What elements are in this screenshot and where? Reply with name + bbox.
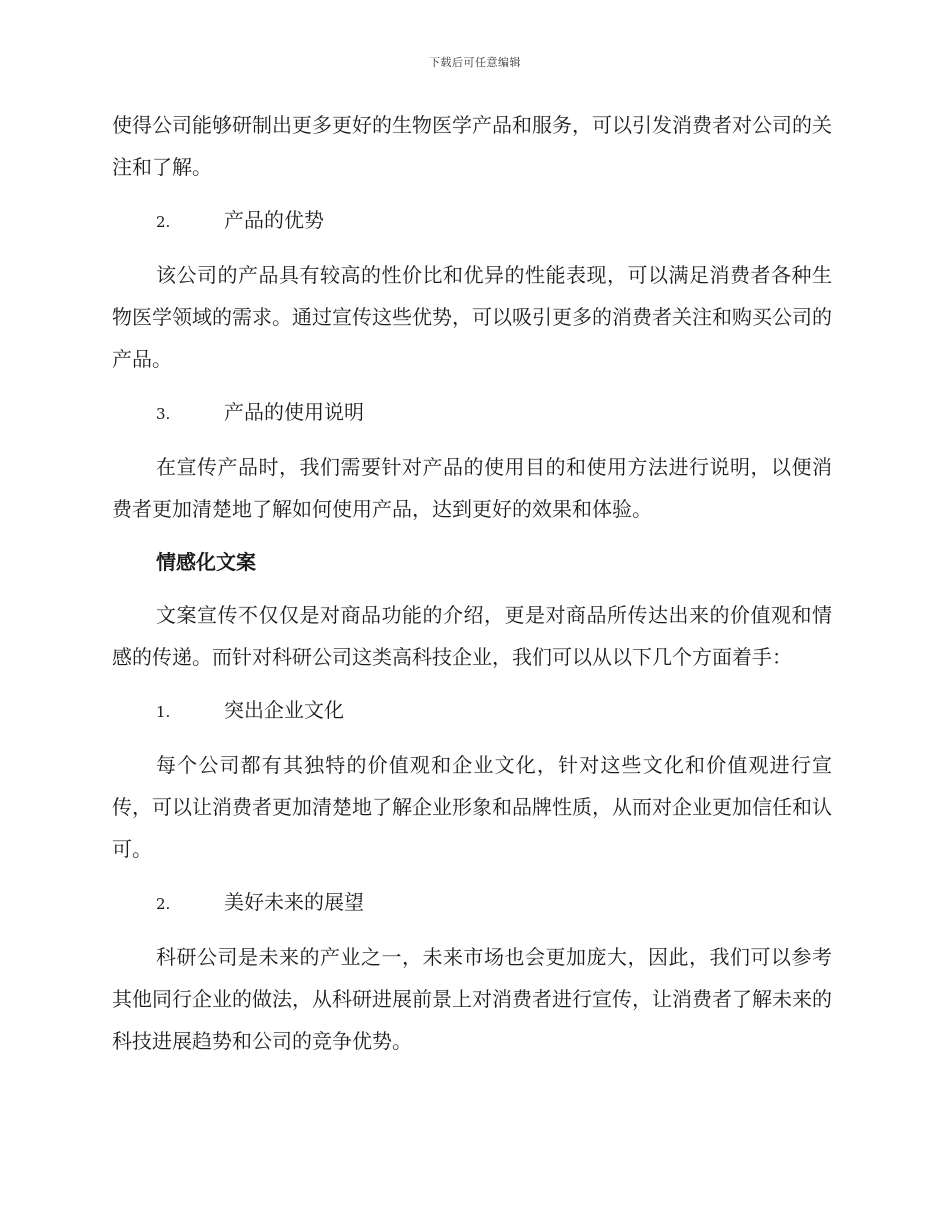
list-item [112, 391, 832, 435]
paragraph: 在宣传产品时，我们需要针对产品的使用目的和使用方法进行说明，以便消费者更加清楚地了解如何使用产品，达到更好的效果和体验。 [112, 455, 832, 521]
paragraph: 使得公司能够研制出更多更好的生物医学产品和服务，可以引发消费者对公司的关注和了解。 [112, 113, 832, 179]
list-item [112, 689, 832, 733]
paragraph: 文案宣传不仅仅是对商品功能的介绍，更是对商品所传达出来的价值观和情感的传递。而针对科研公司这类高科技企业，我们可以从以下几个方面着手： [112, 603, 832, 669]
page-header: 下载后可任意编辑 [429, 56, 521, 69]
paragraph: 每个公司都有其独特的价值观和企业文化，针对这些文化和价值观进行宣传，可以让消费者更加清楚地了解企业形象和品牌性质，从而对企业更加信任和认可。 [112, 753, 832, 861]
list-number: 2. [156, 213, 171, 231]
list-item [112, 881, 832, 925]
paragraph: 科研公司是未来的产业之一，未来市场也会更加庞大，因此，我们可以参考其他同行企业的做法，从科研进展前景上对消费者进行宣传，让消费者了解未来的科技进展趋势和公司的竞争优势。 [112, 945, 832, 1053]
list-number: 2. [156, 895, 171, 913]
section-heading: 情感化文案 [156, 550, 256, 574]
list-item-title: 产品的优势 [224, 208, 324, 232]
list-item [112, 199, 832, 243]
list-number: 1. [156, 703, 171, 721]
list-item-title: 产品的使用说明 [224, 400, 364, 424]
list-item-title: 美好未来的展望 [224, 890, 364, 914]
list-number: 3. [156, 405, 171, 423]
paragraph: 该公司的产品具有较高的性价比和优异的性能表现，可以满足消费者各种生物医学领域的需求。通过宣传这些优势，可以吸引更多的消费者关注和购买公司的产品。 [112, 263, 832, 371]
document-body [112, 104, 832, 1062]
list-item-title: 突出企业文化 [224, 698, 344, 722]
